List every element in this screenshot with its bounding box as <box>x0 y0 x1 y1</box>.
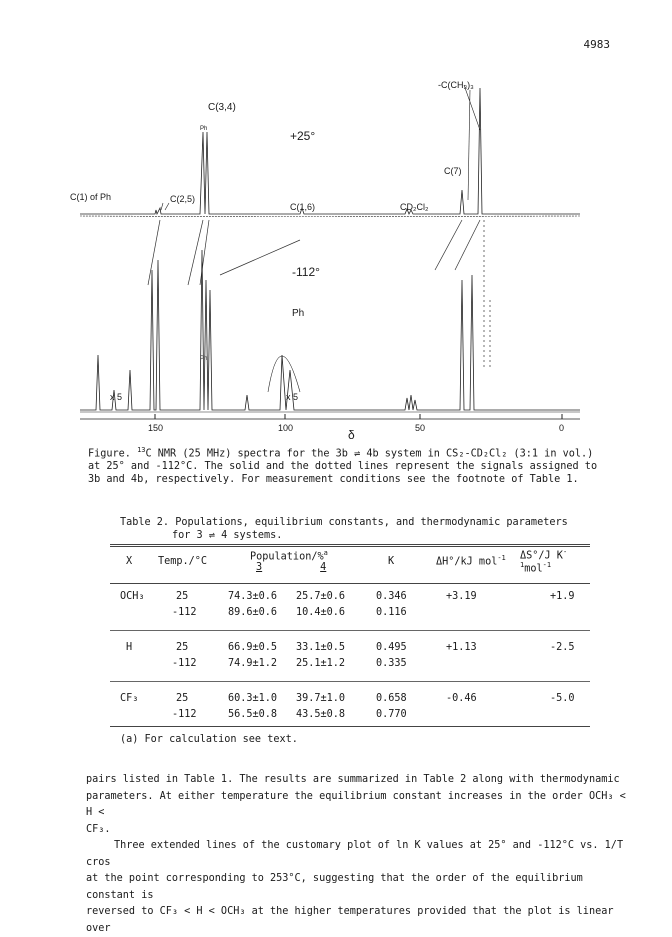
cell-p3: 60.3±1.0 <box>228 692 278 704</box>
cell-dh: +1.13 <box>446 641 477 653</box>
label-x5-left: x 5 <box>110 392 123 402</box>
cell-k: 0.770 <box>376 708 407 720</box>
header-population-label: Population/% <box>250 551 324 563</box>
header-population <box>228 544 376 578</box>
header-k: K <box>388 555 395 567</box>
caption-line-2: at 25° and -112°C. The solid and the dotted lines represent the signals assigned to <box>88 461 598 473</box>
header-col-3: 3 <box>256 562 263 574</box>
header-ds-mid: mol <box>524 563 543 575</box>
header-dh-label: ΔH°/kJ mol <box>436 556 498 568</box>
label-tbu: -C(CH₃)₃ <box>438 80 474 90</box>
label-c1-of-ph: C(1) of Ph <box>70 192 112 202</box>
table-row <box>110 655 590 671</box>
delta-axis <box>80 414 580 442</box>
spectrum-trace-112 <box>80 250 580 412</box>
cell-ds: -5.0 <box>550 692 575 704</box>
figure-caption <box>88 444 628 486</box>
table-caption-line-2: for 3 ⇌ 4 systems. <box>172 530 283 541</box>
body-text <box>86 772 626 937</box>
header-temp: Temp./°C <box>158 555 208 567</box>
cell-x: H <box>126 641 133 653</box>
table-row <box>110 639 590 655</box>
label-c34: C(3,4) <box>208 102 236 113</box>
header-ds <box>520 544 590 578</box>
table-bottom-rule <box>110 726 590 727</box>
cell-p4: 43.5±0.8 <box>296 708 346 720</box>
spectrum-trace-25 <box>80 85 580 217</box>
header-ds-label: ΔS°/J K <box>520 550 563 561</box>
header-dh <box>436 544 520 578</box>
cell-temp: -112 <box>172 657 197 669</box>
tick-150: 150 <box>148 423 164 433</box>
header-x: X <box>126 555 133 567</box>
cell-p3: 74.3±0.6 <box>228 590 278 602</box>
cell-p3: 89.6±0.6 <box>228 606 278 618</box>
cell-ds: +1.9 <box>550 590 575 602</box>
cell-dh: +3.19 <box>446 590 477 602</box>
body-p2-line1: Three extended lines of the customary plot of ln K values at 25° and -112°C vs. 1/T cros <box>86 840 624 868</box>
label-temp-lo: -112° <box>292 265 320 279</box>
cell-k: 0.335 <box>376 657 407 669</box>
table-row <box>110 706 590 722</box>
cell-k: 0.116 <box>376 606 407 618</box>
cell-x: CF₃ <box>120 692 139 704</box>
table-header-row <box>110 544 590 578</box>
cell-p3: 56.5±0.8 <box>228 708 278 720</box>
header-col-4: 4 <box>320 562 327 574</box>
body-p2-line2: at the point corresponding to 253°C, suggesting that the order of the equilibrium constant is <box>86 873 583 901</box>
assignment-lines <box>148 220 490 370</box>
cell-temp: -112 <box>172 606 197 618</box>
label-ph-small: Ph <box>200 356 208 362</box>
label-ph-top: Ph <box>200 126 208 132</box>
label-c25: C(2,5) <box>170 194 196 204</box>
table-row <box>110 604 590 620</box>
table-row <box>110 588 590 604</box>
tick-50: 50 <box>415 423 426 433</box>
spectrum-labels <box>70 80 474 402</box>
caption-line-3: 3b and 4b, respectively. For measurement conditions see the footnote of Table 1. <box>88 474 579 486</box>
axis-label-delta: δ <box>348 428 355 442</box>
table-caption-line-1: Table 2. Populations, equilibrium constants, and thermodynamic parameters <box>120 517 568 528</box>
label-c16: C(1,6) <box>290 202 316 212</box>
page-number: 4983 <box>583 38 610 51</box>
cell-k: 0.658 <box>376 692 407 704</box>
header-population-sup: a <box>323 548 328 557</box>
caption-sup: 13 <box>137 446 146 454</box>
cell-temp: 25 <box>176 590 189 602</box>
cell-temp: 25 <box>176 641 189 653</box>
body-p2-line3: reversed to CF₃ < H < OCH₃ at the higher temperatures provided that the plot is linear over <box>86 906 614 934</box>
cell-dh: -0.46 <box>446 692 477 704</box>
cell-p3: 66.9±0.5 <box>228 641 278 653</box>
cell-p4: 10.4±0.6 <box>296 606 346 618</box>
label-c7: C(7) <box>444 166 462 176</box>
table-header-rule <box>110 583 590 584</box>
cell-ds: -2.5 <box>550 641 575 653</box>
cell-p4: 25.1±1.2 <box>296 657 346 669</box>
cell-p4: 25.7±0.6 <box>296 590 346 602</box>
header-ds-sup1: -1 <box>520 547 568 569</box>
body-p1-line1: pairs listed in Table 1. The results are summarized in Table 2 along with thermodynamic <box>86 774 620 785</box>
caption-text-1: C NMR (25 MHz) spectra for the 3b ⇌ 4b system in CS₂-CD₂Cl₂ (3:1 in vol.) <box>145 448 594 460</box>
label-x5-mid: x 5 <box>286 392 299 402</box>
header-dh-sup: -1 <box>497 554 506 563</box>
cell-x: OCH₃ <box>120 590 145 602</box>
caption-prefix: Figure. <box>88 448 138 460</box>
label-ph-mid: Ph <box>292 308 305 319</box>
cell-k: 0.346 <box>376 590 407 602</box>
body-p1-line3: CF₃. <box>86 823 111 835</box>
population-table <box>110 544 590 722</box>
label-cd2cl2: CD₂Cl₂ <box>400 202 429 212</box>
caption-line-1 <box>88 444 628 460</box>
cell-p4: 33.1±0.5 <box>296 641 346 653</box>
cell-k: 0.495 <box>376 641 407 653</box>
body-p1-line2: parameters. At either temperature the equilibrium constant increases in the order OCH₃ < H < <box>86 790 626 818</box>
cell-temp: 25 <box>176 692 189 704</box>
table-footnote: (a) For calculation see text. <box>120 734 298 745</box>
table-row <box>110 690 590 706</box>
label-temp-hi: +25° <box>290 129 316 143</box>
nmr-spectrum-figure <box>60 70 600 445</box>
cell-p3: 74.9±1.2 <box>228 657 278 669</box>
cell-p4: 39.7±1.0 <box>296 692 346 704</box>
tick-100: 100 <box>278 423 294 433</box>
cell-temp: -112 <box>172 708 197 720</box>
tick-0: 0 <box>559 423 565 433</box>
header-ds-sup2: -1 <box>542 561 552 569</box>
table-caption <box>120 516 590 542</box>
